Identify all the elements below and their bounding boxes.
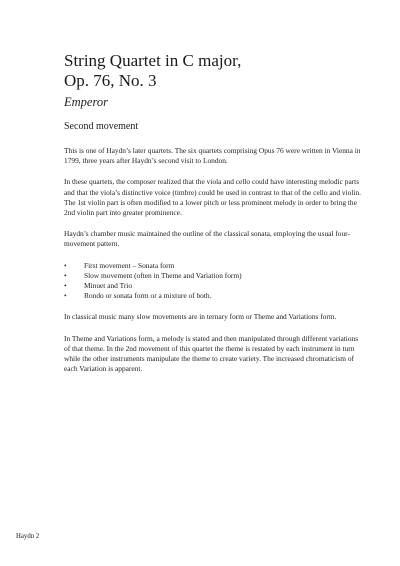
paragraph-chamber-music: Haydn’s chamber music maintained the outline of the classical sonata, employing the usual four-movement pattern. (64, 229, 350, 249)
page-footer: Haydn 2 (16, 533, 40, 540)
paragraph-slow-movements: In classical music many slow movements are in ternary form or Theme and Variations form. (64, 312, 337, 322)
title-line-1: String Quartet in C major, (64, 51, 242, 70)
list-item (64, 281, 364, 291)
page-title (64, 51, 241, 91)
bullet-icon: • (64, 260, 67, 270)
list-item-text: Minuet and Trio (84, 281, 133, 291)
section-heading: Second movement (64, 121, 139, 132)
bullet-icon: • (64, 270, 67, 280)
bullet-icon: • (64, 281, 67, 291)
list-item-text: First movement – Sonata form (84, 260, 175, 270)
list-item (64, 261, 364, 271)
list-item-text: Slow movement (often in Theme and Variation form) (84, 270, 242, 280)
body-text (64, 146, 364, 385)
paragraph-theme-variations: In Theme and Variations form, a melody is stated and then manipulated through different variations of that theme. In the 2nd movement of this quartet the theme is restated by each instrument in turn while the other instruments manipulate the theme to create variety. The increased chromaticism of each Variation is apparent. (64, 333, 359, 374)
title-line-2: Op. 76, No. 3 (64, 71, 157, 90)
paragraph-intro: This is one of Haydn’s later quartets. The six quartets comprising Opus 76 were written in Vienna in 1799, three years after Haydn’s second visit to London. (64, 146, 361, 166)
list-item (64, 271, 364, 281)
paragraph-instruments: In these quartets, the composer realized that the viola and cello could have interesting melodic parts and that the viola’s distinctive voice (timbre) could be used in contrast to that of the cello and violin. The 1st violin part is often modified to a lower pitch or less prominent melody in order to bring the 2nd violin part into greater prominence. (64, 177, 361, 218)
list-item (64, 291, 364, 301)
subtitle: Emperor (64, 95, 108, 109)
list-item-text: Rondo or sonata form or a mixture of both. (84, 291, 212, 301)
bullet-icon: • (64, 291, 67, 301)
movement-list (64, 261, 364, 302)
